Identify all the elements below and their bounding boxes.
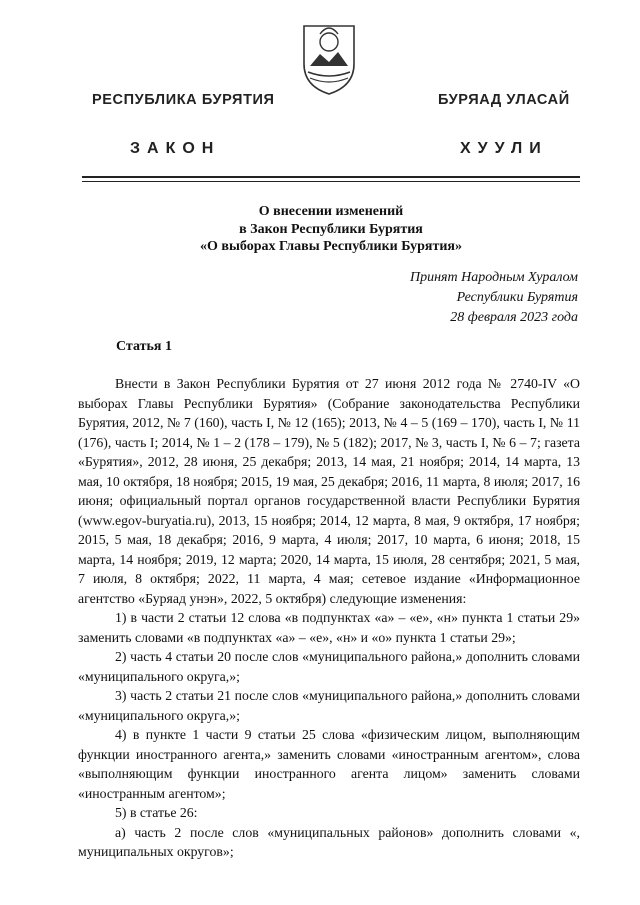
paragraph: а) часть 2 после слов «муниципальных районов» дополнить словами «, муниципальных округов»; xyxy=(78,824,580,859)
article-heading: Статья 1 xyxy=(116,339,172,354)
paragraph: 1) в части 2 статьи 12 слова «в подпунктах «а» – «е», «н» пункта 1 статьи 29» заменить словами «в подпунктах «а» – «е», «н» и «о» пункта 1 статьи 29»; xyxy=(78,610,580,645)
coat-of-arms-icon xyxy=(300,20,358,96)
paragraph: Внести в Закон Республики Бурятия от 27 июня 2012 года № 2740-IV «О выборах Главы Республики Бурятия» (Собрание законодательства Республики Бурятия, 2012, № 7 (160), часть I, № 12 (165); 2013, № 4 – 5 (169 – 170), часть I, № 11 (176), часть I; 2014, № 1 – 2 (178 – 179), № 5 (182); 2017, № 3, часть I, № 6 – 7; газета «Бурятия», 2012, 28 июня, 25 декабря; 2013, 14 мая, 21 ноября; 2014, 14 марта, 13 мая, 10 октября, 18 ноября; 2015, 19 мая, 25 декабря; 2016, 11 марта, 8 июля; 2017, 16 июня; официальный портал органов государственной власти Республики Бурятия (www.egov-buryatia.ru), 2013, 15 ноября; 2014, 12 марта, 8 мая, 9 октября, 17 ноября; 2015, 5 мая, 18 декабря; 2016, 9 марта, 4 июля; 2017, 10 марта, 6 июня; 2018, 15 марта, 14 ноября; 2019, 12 марта; 2020, 14 марта, 15 июля, 28 сентября; 2021, 5 мая, 7 июля, 8 октября; 2022, 11 марта, 4 мая; сетевое издание «Информационное агентство «Буряад унэн», 2022, 5 октября) следующие изменения: xyxy=(78,376,580,606)
republic-title-ru: РЕСПУБЛИКА БУРЯТИЯ xyxy=(92,92,275,108)
law-label-ru: ЗАКОН xyxy=(130,140,221,157)
law-title-line: О внесении изменений xyxy=(258,204,404,219)
paragraph: 2) часть 4 статьи 20 после слов «муниципального района,» дополнить словами «муниципального округа,»; xyxy=(78,649,580,684)
law-title-line: в Закон Республики Бурятия xyxy=(239,221,423,237)
adoption-note xyxy=(410,268,578,328)
adoption-line: Принят Народным Хуралом xyxy=(409,270,578,285)
republic-title-bur: БУРЯАД УЛАСАЙ xyxy=(438,92,570,108)
header-divider-thick xyxy=(82,176,580,178)
article-body xyxy=(78,374,580,862)
adoption-line: Республики Бурятия xyxy=(456,290,578,305)
adoption-date: 28 февраля 2023 года xyxy=(450,310,578,325)
law-title-line: «О выборах Главы Республики Бурятия» xyxy=(200,239,462,254)
law-label-bur: ХУУЛИ xyxy=(460,140,548,157)
paragraph: 5) в статье 26: xyxy=(115,805,198,820)
header-divider-thin xyxy=(82,181,580,182)
paragraph: 4) в пункте 1 части 9 статьи 25 слова «физическим лицом, выполняющим функции иностранного агента,» заменить словами «иностранным агентом», слова «выполняющим функции иностранного агента лицом» заменить словами «иностранным агентом»; xyxy=(78,727,580,801)
law-title xyxy=(82,203,580,256)
paragraph: 3) часть 2 статьи 21 после слов «муниципального района,» дополнить словами «муниципального округа,»; xyxy=(78,688,580,723)
